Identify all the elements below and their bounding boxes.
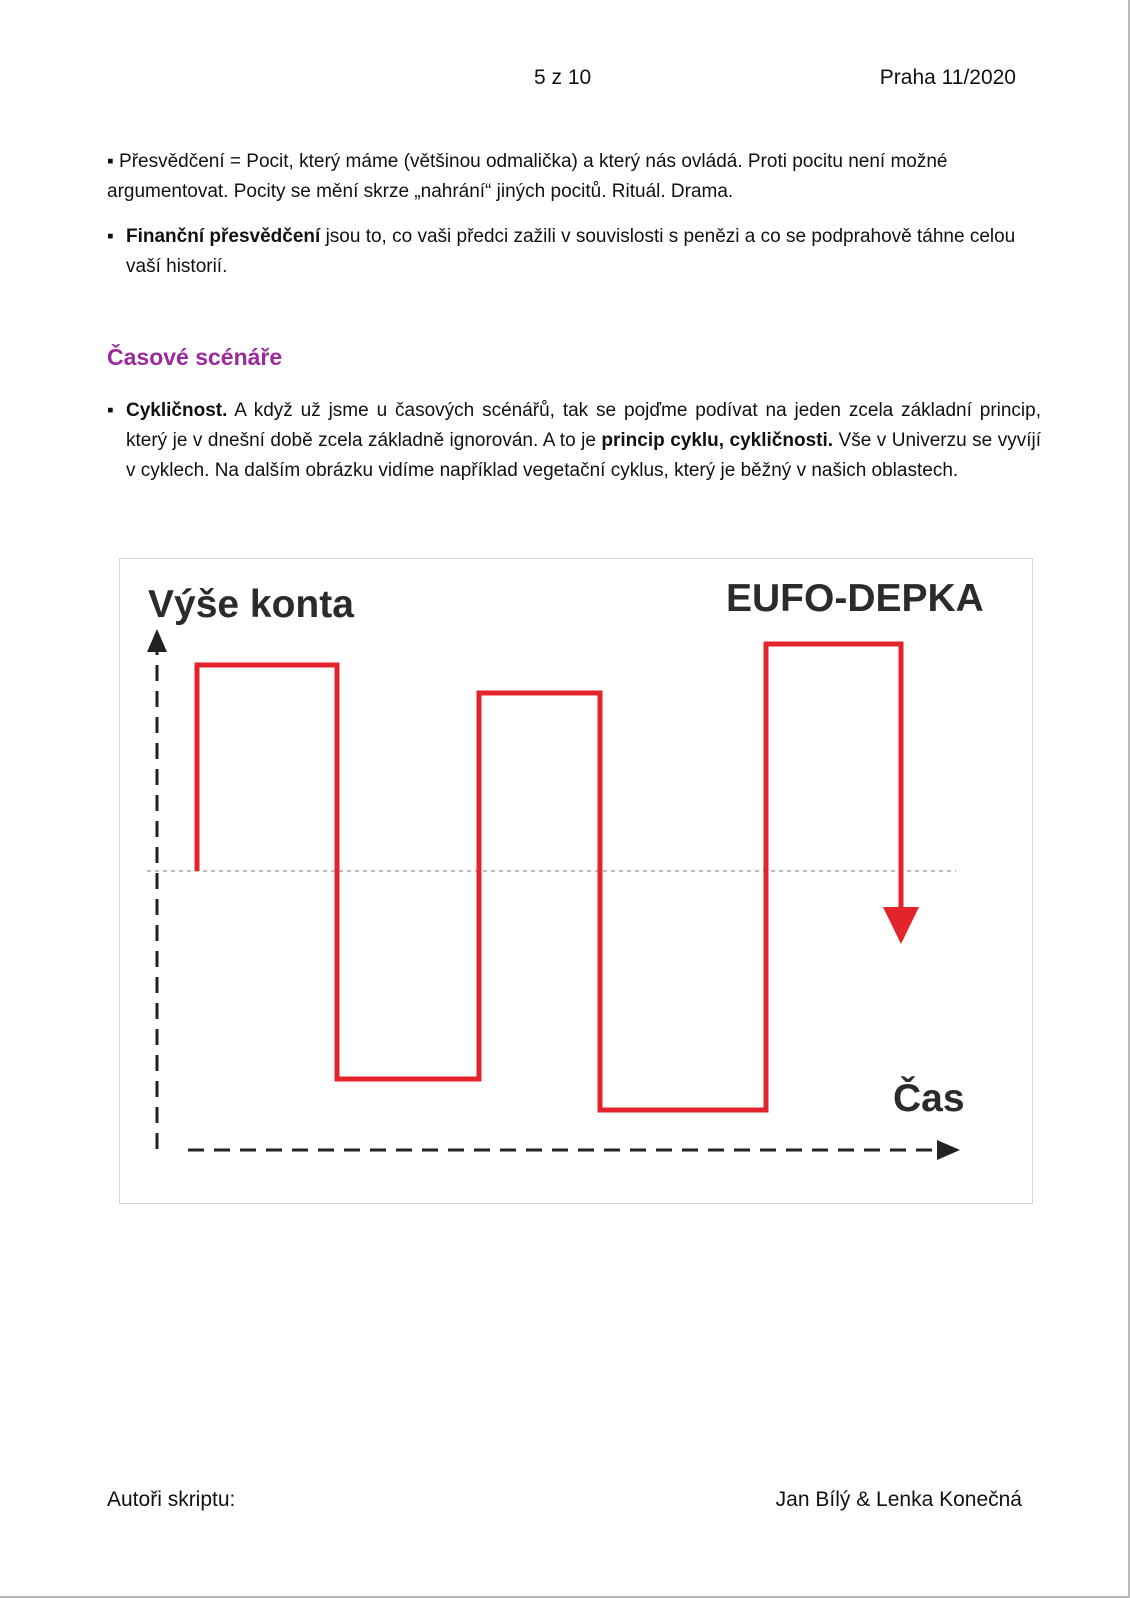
paragraph-text: A když už jsme u časových scénářů, tak se pojďme podívat na jeden zcela základní princip, který je v dnešní době zcela základně ignorován. A to je — [126, 400, 1041, 451]
paragraph-cyclicity — [107, 396, 1041, 486]
figure-title: EUFO-DEPKA — [726, 577, 984, 620]
cycle-diagram — [120, 559, 1032, 1203]
page-number: 5 z 10 — [534, 66, 592, 89]
bold-term: Cykličnost. — [126, 400, 228, 421]
footer-authors-label: Autoři skriptu: — [107, 1488, 236, 1511]
cycle-line-arrow — [883, 907, 919, 944]
section-heading: Časové scénáře — [107, 344, 283, 370]
paragraph-text: jsou to, co vaši předci zažili v souvislosti s penězi a co se podprahově táhne celou vaší historií. — [126, 226, 1016, 277]
header-place-date: Praha 11/2020 — [879, 66, 1016, 89]
x-axis-arrow — [937, 1140, 960, 1160]
paragraph-beliefs — [107, 147, 1022, 207]
cycle-figure — [119, 558, 1033, 1204]
x-axis-label: Čas — [893, 1077, 965, 1120]
paragraph-financial-beliefs — [107, 222, 1041, 282]
y-axis-arrow — [147, 629, 167, 652]
bold-term: Finanční přesvědčení — [126, 226, 321, 247]
cycle-line — [197, 644, 901, 1110]
footer-authors: Jan Bílý & Lenka Konečná — [775, 1488, 1022, 1511]
paragraph-text: Vše v Univerzu se vyvíjí v cyklech. Na dalším obrázku vidíme například vegetační cyklus, který je běžný v našich oblastech. — [126, 430, 1041, 481]
bullet: ▪ — [107, 226, 114, 247]
paragraph-text: Přesvědčení = Pocit, který máme (většinou odmalička) a který nás ovládá. Proti pocitu není možné argumentovat. Pocity se mění skrze „nahrání“ jiných pocitů. Rituál. Drama. — [107, 151, 948, 202]
bullet: ▪ — [107, 400, 114, 421]
bold-term: princip cyklu, cykličnosti. — [601, 430, 834, 451]
bullet: ▪ — [107, 151, 114, 172]
y-axis-label: Výše konta — [148, 583, 354, 626]
